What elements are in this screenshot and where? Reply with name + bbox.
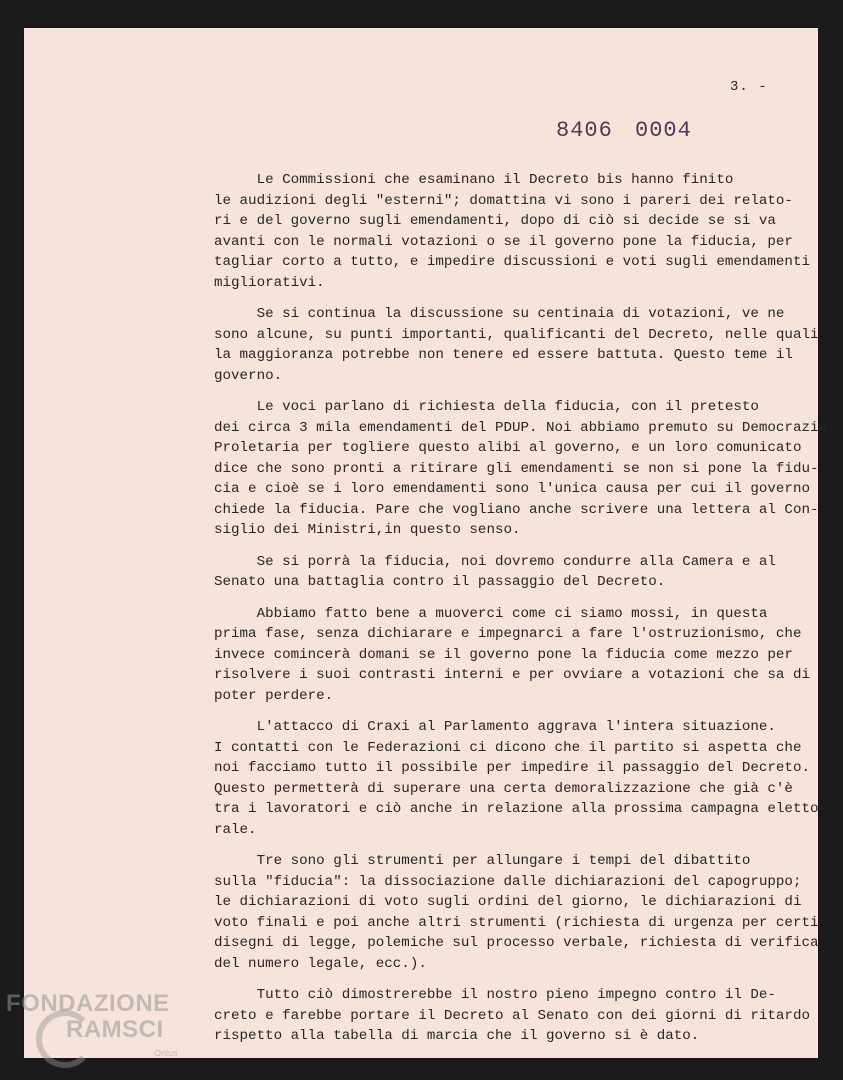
page-number: 3. - [730, 79, 768, 95]
paragraph-6 [214, 717, 827, 840]
text-line: tagliar corto a tutto, e impedire discussioni e voti sugli emendamenti [214, 254, 810, 270]
text-line: Questo permetterà di superare una certa demoralizzazione che già c'è [214, 780, 793, 797]
text-line: disegni di legge, polemiche sul processo verbale, richiesta di verifica [214, 935, 819, 951]
text-line: siglio dei Ministri,in questo senso. [214, 522, 521, 538]
text-line: le audizioni degli "esterni"; domattina vi sono i pareri dei relato- [214, 192, 793, 209]
watermark-line-2: RAMSCI [66, 1016, 164, 1043]
text-line: Abbiamo fatto bene a muoverci come ci siamo mossi, in questa [214, 605, 768, 622]
text-line: sulla "fiducia": la dissociazione dalle dichiarazioni del capogruppo; [214, 873, 802, 890]
text-line: noi facciamo tutto il possibile per impedire il passaggio del Decreto. [214, 760, 810, 776]
text-line: Tre sono gli strumenti per allungare i tempi del dibattito [214, 853, 751, 869]
text-line: risolvere i suoi contrasti interni e per ovviare a votazioni che sa di [214, 667, 810, 683]
text-line: Se si porrà la fiducia, noi dovremo condurre alla Camera e al [214, 553, 776, 570]
text-line: dice che sono pronti a ritirare gli emendamenti se non si pone la fidu- [214, 460, 819, 477]
archive-stamp: 8406 0004 [556, 118, 692, 143]
paragraph-1 [214, 170, 810, 293]
text-line: Le Commissioni che esaminano il Decreto bis hanno finito [214, 172, 734, 188]
text-line: I contatti con le Federazioni ci dicono che il partito si aspetta che [214, 739, 802, 756]
text-line: governo. [214, 367, 283, 384]
text-line: sono alcune, su punti importanti, qualificanti del Decreto, nelle quali [214, 326, 819, 343]
text-line: cia e cioè se i loro emendamenti sono l'unica causa per cui il governo [214, 481, 810, 497]
text-line: ri e del governo sugli emendamenti, dopo di ciò si decide se si va [214, 213, 776, 229]
fondazione-gramsci-watermark [6, 990, 216, 1075]
text-line: la maggioranza potrebbe non tenere ed essere battuta. Questo teme il [214, 347, 793, 363]
text-line: rispetto alla tabella di marcia che il governo si è dato. [214, 1028, 700, 1044]
text-line: Proletaria per togliere questo alibi al governo, e un loro comunicato [214, 440, 802, 456]
text-line: chiede la fiducia. Pare che vogliano anche scrivere una lettera al Con- [214, 501, 819, 518]
text-line: Le voci parlano di richiesta della fiducia, con il pretesto [214, 399, 759, 415]
document-body [214, 170, 827, 1058]
text-line: L'attacco di Craxi al Parlamento aggrava l'intera situazione. [214, 719, 776, 735]
paragraph-3 [214, 397, 827, 541]
text-line: migliorativi. [214, 274, 325, 291]
text-line: rale. [214, 821, 257, 838]
paragraph-5 [214, 604, 810, 707]
watermark-line-1: FONDAZIONE [6, 990, 170, 1017]
text-line: Tutto ciò dimostrerebbe il nostro pieno impegno contro il De- [214, 987, 776, 1003]
text-line: Senato una battaglia contro il passaggio del Decreto. [214, 574, 666, 590]
text-line: dei circa 3 mila emendamenti del PDUP. Noi abbiamo premuto su Democrazia [214, 419, 827, 436]
text-line: prima fase, senza dichiarare e impegnarci a fare l'ostruzionismo, che [214, 626, 802, 642]
text-line: avanti con le normali votazioni o se il governo pone la fiducia, per [214, 233, 793, 250]
text-line: invece comincerà domani se il governo pone la fiducia come mezzo per [214, 646, 793, 663]
text-line: tra i lavoratori e ciò anche in relazione alla prossima campagna eletto- [214, 801, 827, 817]
text-line: voto finali e poi anche altri strumenti (richiesta di urgenza per certi [214, 914, 819, 931]
paragraph-2 [214, 304, 819, 386]
paragraph-8 [214, 985, 810, 1047]
text-line: creto e farebbe portare il Decreto al Senato con dei giorni di ritardo [214, 1007, 810, 1024]
watermark-line-3: Onlus [154, 1048, 178, 1058]
text-line: le dichiarazioni di voto sugli ordini del giorno, le dichiarazioni di [214, 894, 802, 910]
text-line: Se si continua la discussione su centinaia di votazioni, ve ne [214, 306, 785, 322]
paragraph-4 [214, 552, 789, 593]
text-line: poter perdere. [214, 687, 334, 704]
text-line: del numero legale, ecc.). [214, 955, 427, 972]
paragraph-7 [214, 851, 819, 974]
